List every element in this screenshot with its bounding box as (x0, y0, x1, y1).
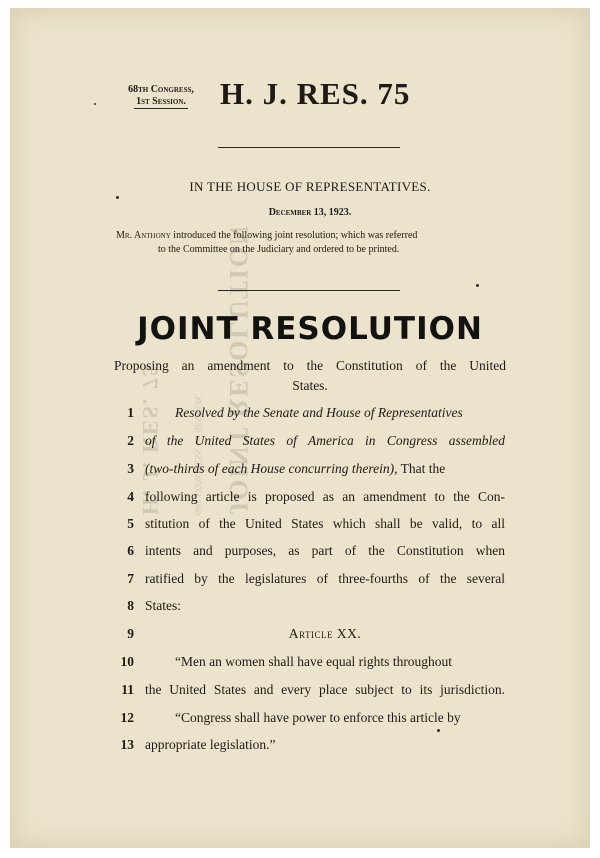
bleed-bill-number: H. J. RES. 75 (138, 363, 163, 515)
line-text-italic: (two-thirds of each House concurring therein), (145, 461, 398, 476)
introduction-text (116, 229, 504, 257)
line-number: 6 (127, 543, 134, 558)
line-text: following article is proposed as an amendment to the Con- (145, 489, 505, 504)
chamber-heading: IN THE HOUSE OF REPRESENTATIVES. (189, 179, 431, 194)
paper-speck (437, 729, 440, 732)
line-text: ratified by the legislatures of three-fourths of the several (145, 571, 505, 586)
document-title: JOINT RESOLUTION (137, 311, 483, 347)
line-number: 9 (127, 626, 134, 641)
sponsor-name: Mr. Anthony (116, 230, 171, 241)
congress-session (113, 84, 209, 109)
line-number: 1 (127, 405, 134, 420)
intro-line1: introduced the following joint resolution; which was referred (173, 230, 418, 241)
line-number: 5 (127, 516, 134, 531)
line-number: 2 (127, 433, 134, 448)
line-text (145, 461, 505, 477)
purpose-line1: Proposing an amendment to the Constitution of the United (114, 358, 506, 373)
line-number: 11 (121, 682, 134, 697)
line-number: 10 (120, 654, 134, 669)
line-text: the United States and every place subject to its jurisdiction. (145, 682, 505, 697)
line-text-rest: That the (400, 461, 446, 476)
line-text: stitution of the United States which shall be valid, to all (145, 516, 505, 531)
introduction-date: December 13, 1923. (268, 207, 352, 218)
line-number: 13 (120, 737, 134, 752)
line-text: appropriate legislation.” (145, 737, 276, 752)
bleed-title: JOINT RESOLUTION (224, 224, 253, 515)
divider-middle (218, 290, 400, 291)
paper-speck (94, 103, 96, 105)
session-label: 1st Session. (136, 96, 186, 107)
bleed-session: 68th CONGRESS, 1st SESSION. (193, 393, 203, 515)
intro-line2: to the Committee on the Judiciary and ordered to be printed. (158, 244, 400, 255)
congress-label: 68th Congress, (128, 84, 194, 95)
bill-number: H. J. RES. 75 (220, 76, 411, 111)
line-number: 8 (127, 598, 134, 613)
paper-speck (116, 196, 119, 199)
purpose-line2: States. (292, 378, 328, 393)
line-text: Resolved by the Senate and House of Representatives (175, 405, 463, 420)
line-text: “Men an women shall have equal rights throughout (175, 654, 453, 669)
article-heading: Article XX. (288, 626, 362, 641)
line-number: 4 (127, 489, 134, 504)
line-text: intents and purposes, as part of the Constitution when (145, 543, 505, 558)
line-text: States: (145, 598, 181, 613)
line-text: of the United States of America in Congress assembled (145, 433, 505, 448)
paper-speck (476, 284, 479, 287)
line-text: “Congress shall have power to enforce this article by (175, 710, 461, 725)
line-number: 7 (127, 571, 134, 586)
line-number: 12 (120, 710, 134, 725)
line-number: 3 (127, 461, 134, 476)
divider-top (218, 147, 400, 148)
purpose-clause (114, 356, 506, 396)
